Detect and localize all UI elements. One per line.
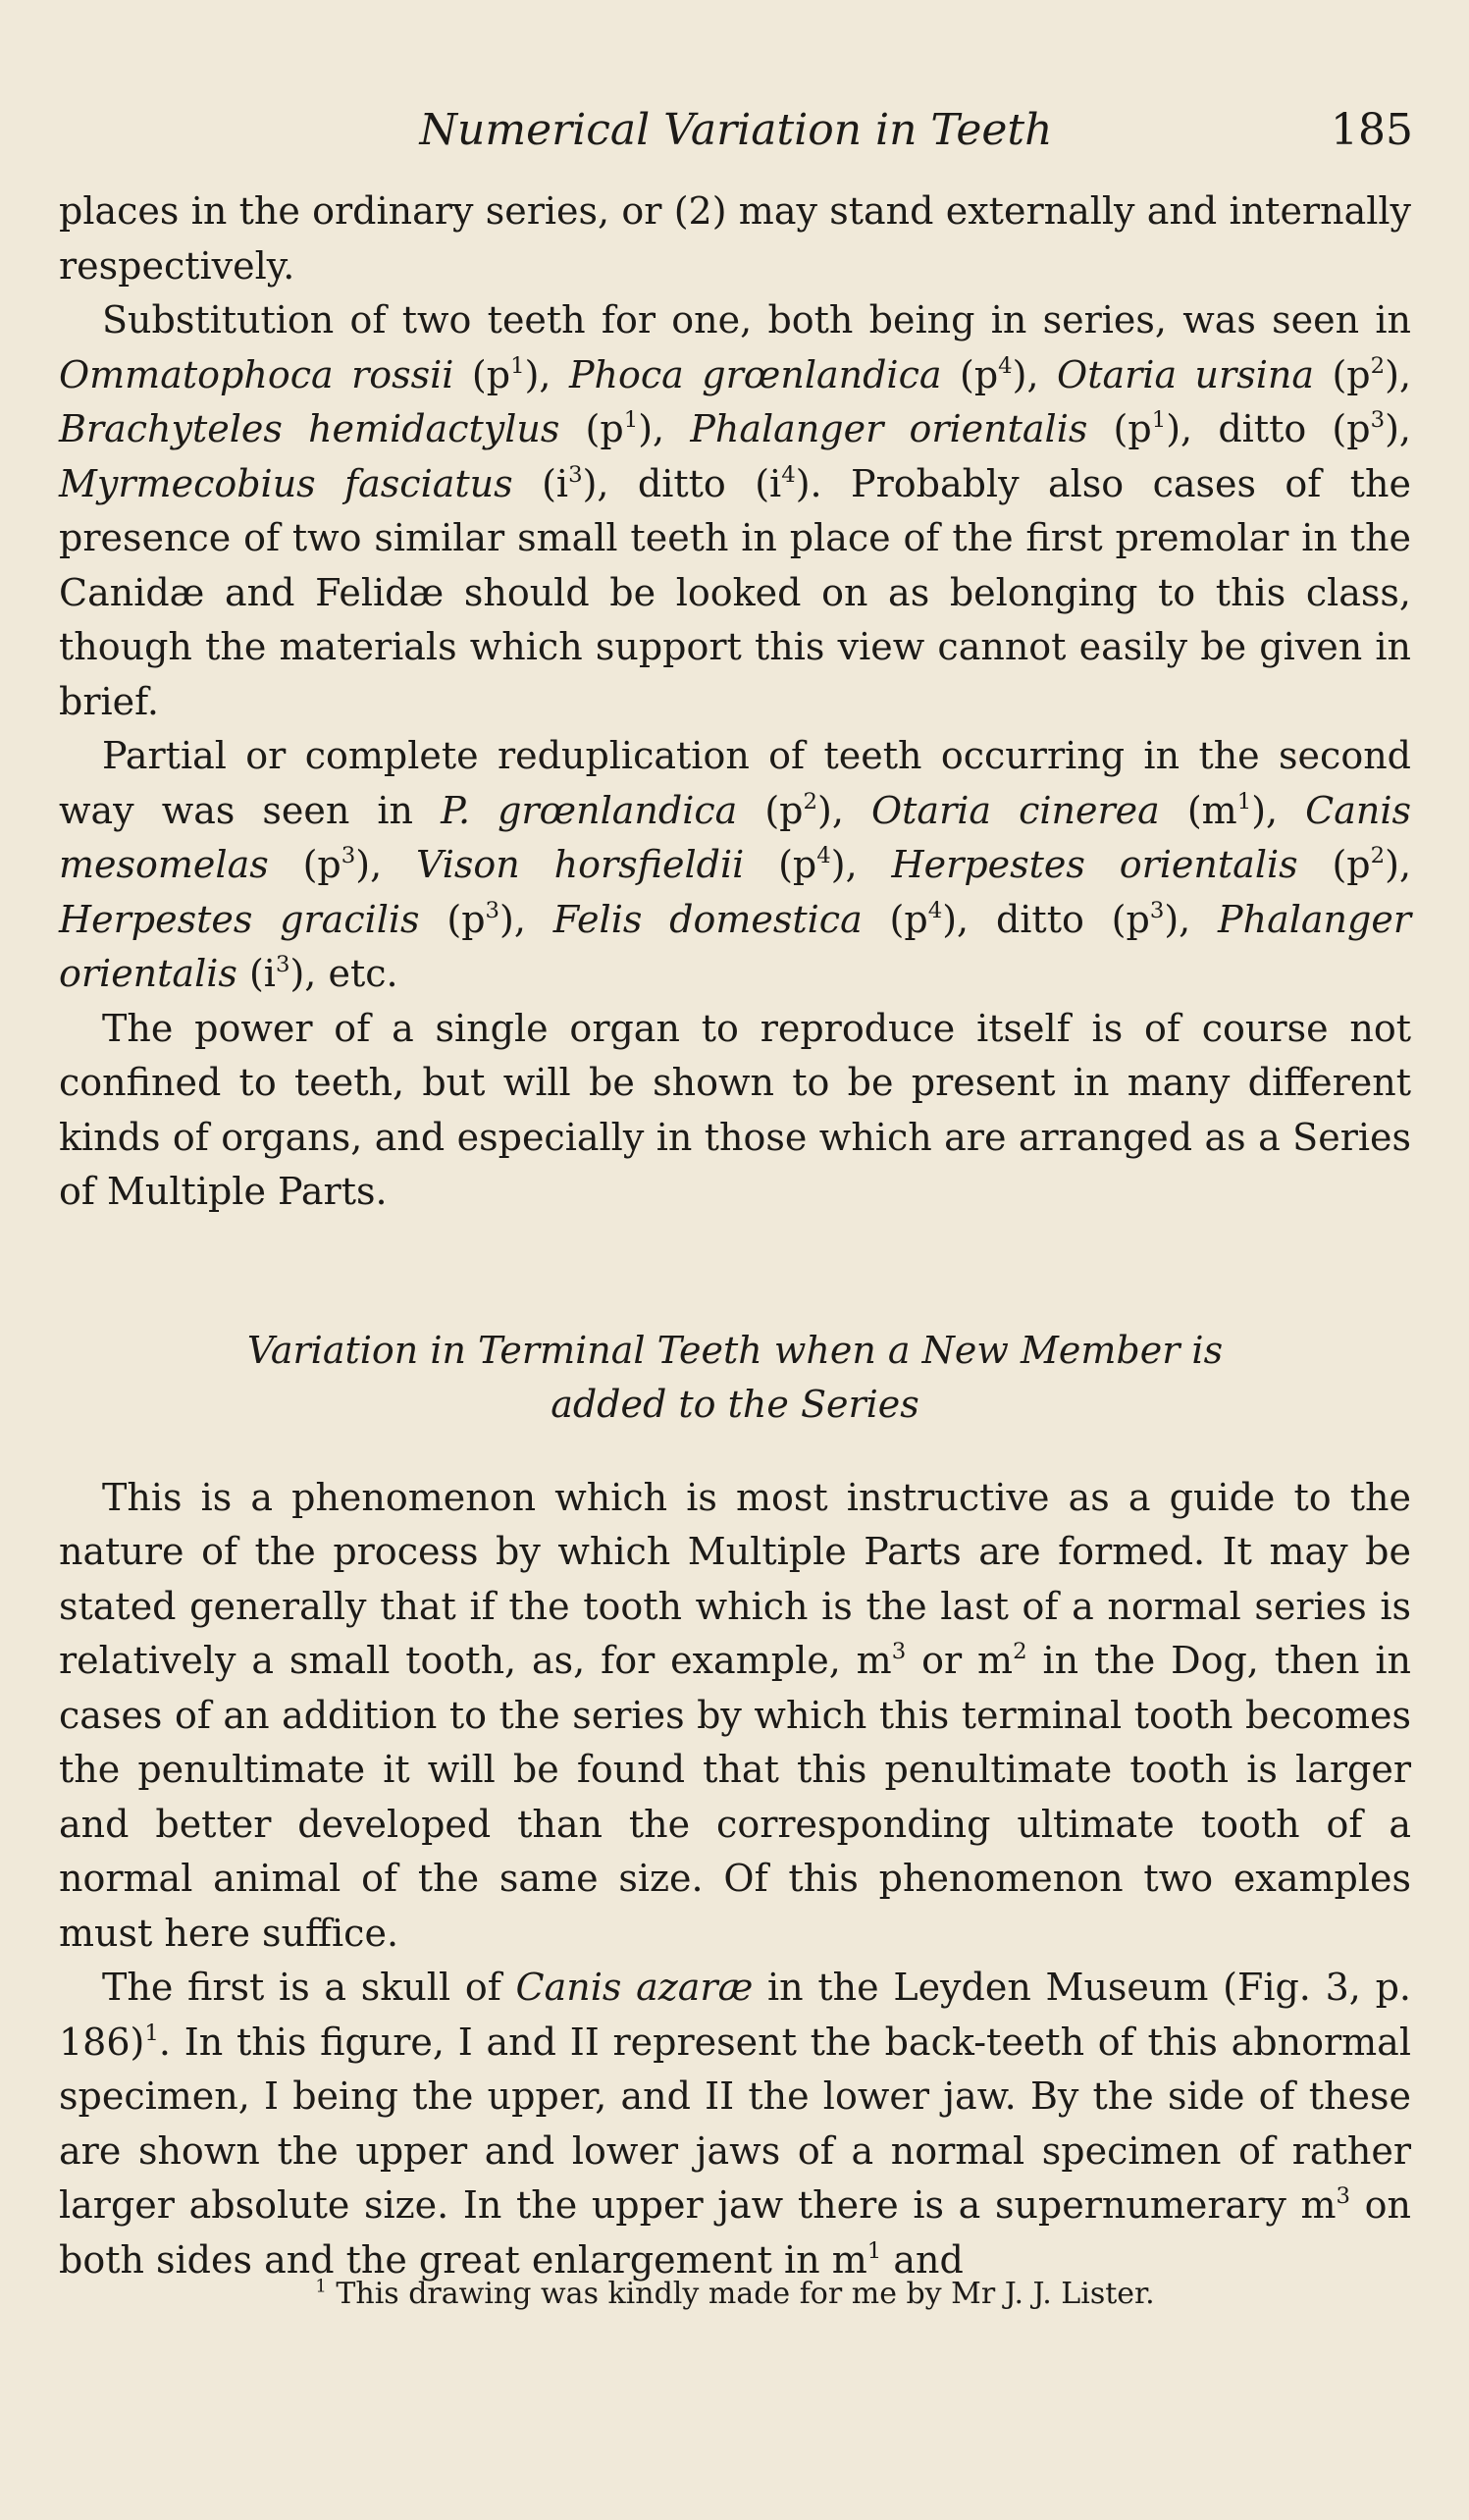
text-run: ), [817, 788, 871, 832]
paragraph [59, 1961, 1411, 2287]
superscript: 3 [1149, 897, 1165, 923]
superscript: 3 [568, 461, 583, 488]
superscript: 2 [1370, 843, 1386, 869]
text-run: ), [830, 843, 892, 886]
superscript: 4 [781, 461, 796, 488]
text-run: . In this figure, I and II represent the back-teeth of this abnormal specimen, I being the upper, and II the lower jaw. By the side of these are shown the upper and lower jaws of a normal specimen of rather larger absolute size. In the upper jaw there is a supernumerary m [59, 2020, 1411, 2227]
superscript: 1 [623, 407, 639, 434]
italic-name: Phoca grœnlandica [568, 352, 942, 396]
text-run: (p [268, 843, 341, 886]
italic-name: Felis domestica [552, 897, 863, 941]
superscript: 1 [1236, 788, 1252, 814]
italic-name: Canis azaræ [515, 1966, 754, 2009]
superscript: 3 [1370, 407, 1386, 434]
superscript: 2 [1013, 1639, 1027, 1665]
text-run: The first is a skull of [102, 1966, 516, 2009]
text-run: ), [1385, 407, 1411, 450]
text-run: ), [499, 897, 553, 941]
superscript: 3 [1336, 2183, 1351, 2210]
superscript: 1 [1151, 407, 1167, 434]
footnote-marker: 1 [315, 2276, 327, 2297]
main-text [59, 184, 1411, 2287]
text-run: (p [862, 897, 928, 941]
section-heading-line-1: Variation in Terminal Teeth when a New Member is [246, 1328, 1224, 1372]
paragraphs-after-heading [59, 1471, 1411, 2288]
text-run: (p [1313, 352, 1371, 396]
superscript: 2 [1370, 352, 1386, 379]
text-run: on both sides and the great enlargement in m [59, 2183, 1412, 2282]
text-run: The power of a single organ to reproduce itself is of course not confined to teeth, but will be shown to be present in many different kinds of organs, and especially in those which are arranged as a Series of Multiple Parts. [59, 1006, 1411, 1213]
superscript: 4 [816, 843, 831, 869]
italic-name: P. grœnlandica [441, 788, 738, 832]
text-run: or m [906, 1639, 1014, 1682]
paragraph [59, 1002, 1411, 1220]
italic-name: Phalanger orientalis [690, 407, 1088, 450]
text-run: This is a phenomenon which is most instructive as a guide to the nature of the process by which Multiple Parts are formed. It may be stated generally that if the tooth which is the last of a normal series is relatively a small tooth, as, for example, m [59, 1475, 1411, 1682]
text-run: (p [941, 352, 999, 396]
text-run: ), ditto (p [942, 897, 1150, 941]
superscript: 3 [275, 952, 290, 978]
paragraph [59, 1471, 1411, 1962]
paragraph [59, 729, 1411, 1002]
text-run: (p [453, 352, 511, 396]
text-run: (p [559, 407, 624, 450]
text-run: (p [419, 897, 486, 941]
italic-name: Otaria cinerea [870, 788, 1160, 832]
text-run: (p [1087, 407, 1152, 450]
superscript: 4 [998, 352, 1013, 379]
text-run: ), [638, 407, 691, 450]
section-heading [59, 1324, 1411, 1432]
text-run: (i [236, 952, 276, 995]
italic-name: Phalanger orientalis [59, 897, 1412, 995]
text-run: and [881, 2237, 964, 2282]
running-header [59, 96, 1413, 165]
italic-name: Brachyteles hemidactylus [59, 407, 560, 450]
footnote-text: This drawing was kindly made for me by Mr J. J. Lister. [336, 2277, 1155, 2311]
superscript: 1 [866, 2237, 882, 2264]
superscript: 1 [144, 2020, 159, 2046]
text-run: ), [1385, 843, 1412, 886]
text-run: in the Dog, then in cases of an addition to the series by which this terminal tooth becomes the penultimate it will be found that this penultimate tooth is larger and better developed than the corresponding ultimate tooth of a normal animal of the same size. Of this phenomenon two examples must here suffice. [59, 1639, 1411, 1955]
text-run: ), [1251, 788, 1306, 832]
text-run: ), [524, 352, 569, 396]
italic-name: Canis mesomelas [59, 788, 1412, 886]
text-run: ), [1385, 352, 1412, 396]
superscript: 2 [803, 788, 818, 814]
text-run: ). Probably also cases of the presence of two similar small teeth in place of the first premolar in the Canidæ and Felidæ should be looked on as belonging to this class, though the materials which support this view cannot easily be given in brief. [59, 461, 1411, 723]
footnote [59, 2275, 1411, 2314]
text-run: (p [1297, 843, 1371, 886]
superscript: 3 [341, 843, 356, 869]
running-title: Numerical Variation in Teeth [419, 105, 1053, 155]
text-run: ), etc. [289, 952, 398, 995]
italic-name: Herpestes orientalis [891, 843, 1298, 886]
text-run: ), [355, 843, 416, 886]
italic-name: Ommatophoca rossii [59, 352, 454, 396]
text-run: Partial or complete reduplication of teeth occurring in the second way was seen in [59, 734, 1411, 832]
text-run: Substitution of two teeth for one, both being in series, was seen in [102, 298, 1411, 341]
text-run: (p [737, 788, 804, 832]
page-number: 185 [1331, 105, 1413, 155]
text-run: (p [744, 843, 817, 886]
text-run: ), [1164, 897, 1219, 941]
italic-name: Vison horsfieldii [416, 843, 745, 886]
italic-name: Otaria ursina [1057, 352, 1314, 396]
text-run: ), ditto (p [1166, 407, 1371, 450]
text-run: ), ditto (i [582, 461, 782, 505]
text-run: in the Leyden Museum (Fig. 3, p. 186) [59, 1966, 1411, 2064]
superscript: 3 [485, 897, 500, 923]
text-run: (m [1159, 788, 1237, 832]
italic-name: Myrmecobius fasciatus [59, 461, 513, 505]
text-run: (i [512, 461, 569, 505]
superscript: 1 [510, 352, 525, 379]
superscript: 4 [927, 897, 943, 923]
paragraphs-before-heading [59, 184, 1411, 1220]
superscript: 3 [891, 1639, 907, 1665]
text-run: ), [1012, 352, 1058, 396]
text-run: places in the ordinary series, or (2) may stand externally and internally respectively. [59, 189, 1411, 288]
section-heading-line-2: added to the Series [551, 1382, 919, 1426]
paragraph [59, 293, 1411, 729]
italic-name: Herpestes gracilis [59, 897, 420, 941]
paragraph [59, 184, 1411, 293]
